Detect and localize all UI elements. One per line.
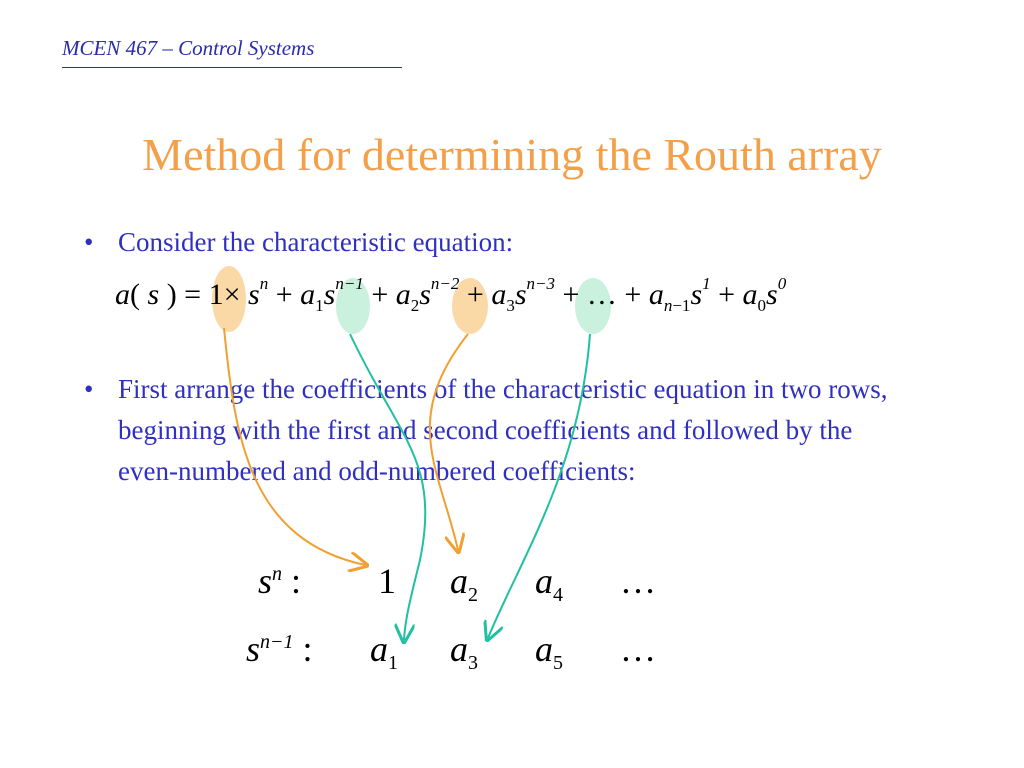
routh-row-2-label: $s^{n-1}$ : (246, 629, 313, 669)
routh-row-2-entry-a1: $a_1$ (370, 629, 398, 675)
bullet-text: First arrange the coefficients of the characteristic equation in two rows, beginning with the first and second coefficients and followed by the even-numbered and odd-numbered coefficients: (118, 374, 888, 486)
slide-title: Method for determining the Routh array (142, 129, 882, 180)
routh-row-1-entry-a4: $a_4$ (535, 561, 563, 607)
bullet-text: Consider the characteristic equation: (118, 227, 514, 257)
arrow-a2-to-row1 (430, 334, 468, 550)
routh-row-1-ellipsis: … (620, 561, 656, 601)
characteristic-equation: a( s ) = $1\times s^n + a_1s^{n-1} + a_2s^{n-2} + a_3s^{n-3}$ + … + $a_{n-1}s^1 + a_0s^0$ (115, 274, 787, 315)
routh-row-1-entry-1: 1 (378, 561, 396, 601)
routh-row-1-label: $s^n$ : (258, 561, 302, 601)
routh-row-1-entry-a2: $a_2$ (450, 561, 478, 607)
routh-row-2-entry-a3: $a_3$ (450, 629, 478, 675)
routh-row-2-ellipsis: … (620, 629, 656, 669)
course-header: MCEN 467 – Control Systems (62, 36, 315, 60)
arrow-a3-to-row2 (488, 334, 590, 638)
routh-row-2-entry-a5: $a_5$ (535, 629, 563, 675)
arrow-1-to-row1 (224, 328, 365, 565)
bullet-marker: • (84, 227, 94, 257)
bullet-marker: • (84, 374, 94, 404)
lead-coefficient: 1 (208, 278, 224, 311)
arrow-a1-to-row2 (350, 334, 425, 640)
